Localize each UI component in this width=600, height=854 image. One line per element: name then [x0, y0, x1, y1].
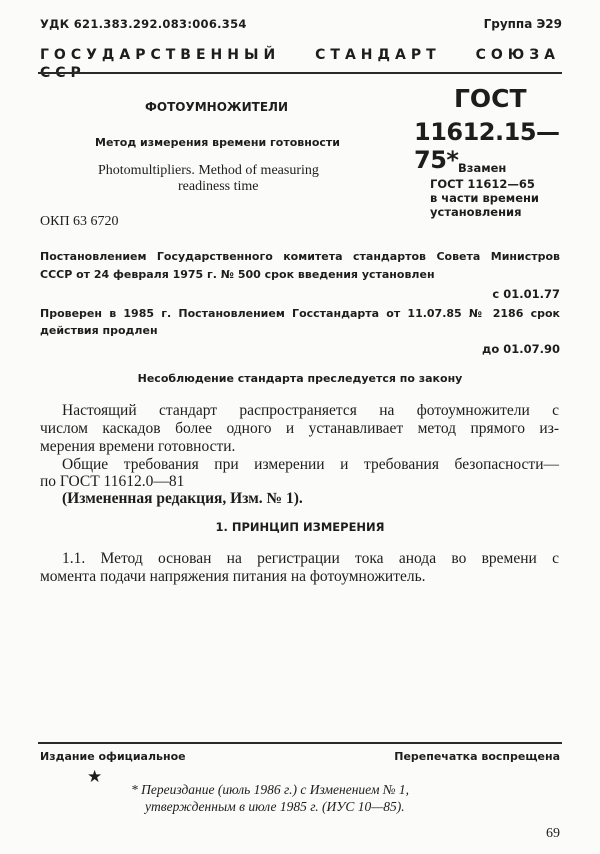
method-subtitle: Метод измерения времени готовности — [95, 136, 340, 149]
reissue-note-line2: утвержденным в июле 1985 г. (ИУС 10—85). — [145, 799, 405, 814]
english-title-line1: Photomultipliers. Method of measuring — [98, 163, 319, 178]
replaced-part-line2: установления — [430, 205, 522, 219]
reprint-prohibited: Перепечатка воспрещена — [394, 750, 560, 763]
product-title: ФОТОУМНОЖИТЕЛИ — [145, 100, 289, 114]
gost-number: 11612.15—75* — [414, 118, 560, 174]
section1-heading: 1. ПРИНЦИП ИЗМЕРЕНИЯ — [215, 520, 385, 534]
law-notice: Несоблюдение стандарта преследуется по закону — [137, 372, 463, 385]
reissue-note-line1: * Переиздание (июль 1986 г.) с Изменением № 1, — [131, 782, 410, 797]
star-icon: ★ — [87, 767, 103, 787]
section1-p-line1: 1.1. Метод основан на регистрации тока анода во времени с — [62, 550, 559, 567]
intro-p1-line3: мерения времени готовности. — [40, 438, 236, 455]
review-line2: действия продлен — [40, 324, 158, 337]
amendment-note: (Измененная редакция, Изм. № 1). — [62, 490, 303, 507]
footer-divider — [38, 742, 562, 744]
replaced-gost: ГОСТ 11612—65 — [430, 177, 535, 191]
decree-line2: СССР от 24 февраля 1975 г. № 500 срок введения установлен — [40, 268, 435, 281]
state-standard-banner: ГОСУДАРСТВЕННЫЙ СТАНДАРТ СОЮЗА ССР — [40, 47, 560, 81]
gost-label: ГОСТ — [454, 84, 527, 113]
udk-code: УДК 621.383.292.083:006.354 — [40, 17, 247, 31]
review-date: до 01.07.90 — [482, 342, 560, 356]
header-divider — [38, 72, 562, 74]
intro-p1-line2: числом каскадов более одного и устанавливает метод прямого из- — [40, 420, 559, 437]
replaces-label: Взамен — [458, 161, 507, 175]
decree-date: с 01.01.77 — [492, 287, 560, 301]
intro-p2-line1: Общие требования при измерении и требования безопасности— — [62, 456, 559, 473]
okp-code: ОКП 63 6720 — [40, 214, 119, 229]
intro-p1-line1: Настоящий стандарт распространяется на фотоумножители с — [62, 402, 559, 419]
english-title-line2: readiness time — [178, 179, 259, 194]
group-code: Группа Э29 — [483, 17, 562, 31]
intro-p2-line2: по ГОСТ 11612.0—81 — [40, 473, 185, 490]
section1-p-line2: момента подачи напряжения питания на фотоумножитель. — [40, 568, 426, 585]
replaced-part-line1: в части времени — [430, 191, 539, 205]
page-number: 69 — [546, 826, 560, 841]
official-edition: Издание официальное — [40, 750, 186, 763]
decree-line1: Постановлением Государственного комитета стандартов Совета Министров — [40, 250, 560, 263]
review-line1: Проверен в 1985 г. Постановлением Госстандарта от 11.07.85 № 2186 срок — [40, 307, 560, 320]
